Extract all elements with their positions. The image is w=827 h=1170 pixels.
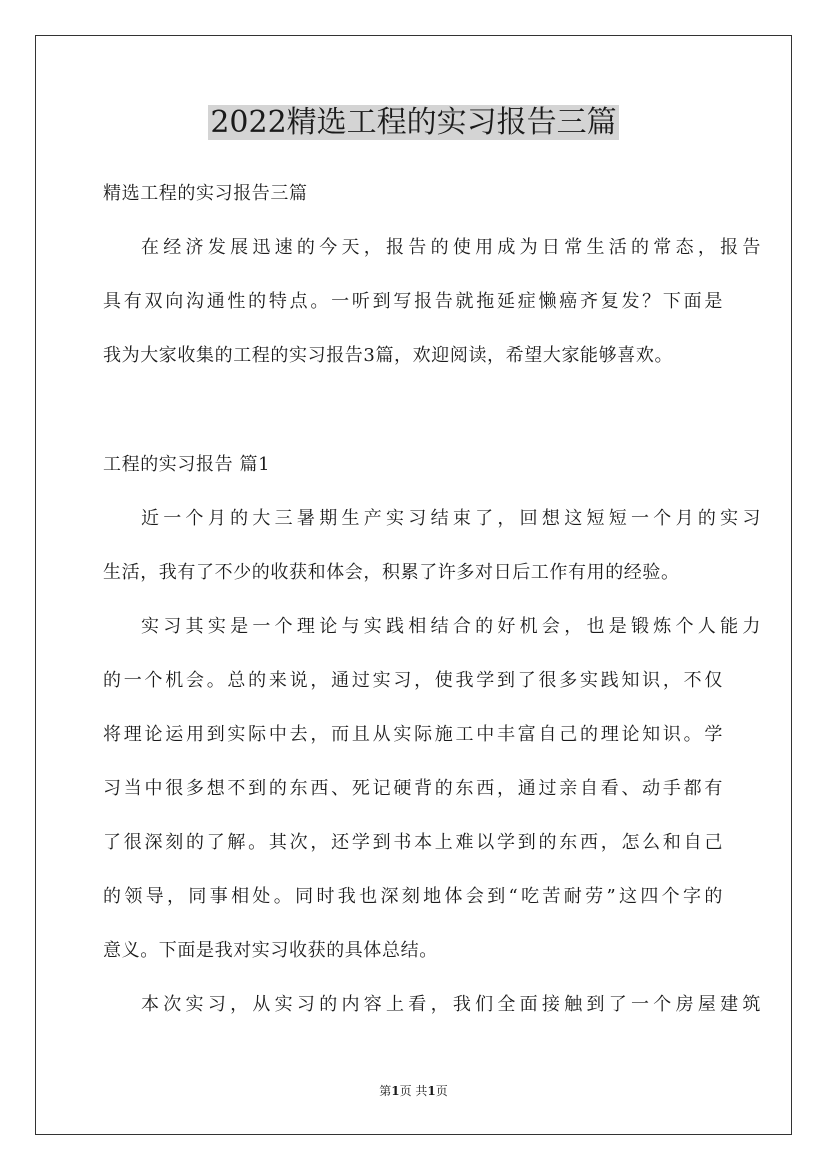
intro-line: 我为大家收集的工程的实习报告3篇，欢迎阅读，希望大家能够喜欢。 (103, 345, 674, 366)
body-line: 近一个月的大三暑期生产实习结束了，回想这短短一个月的实习 (141, 508, 761, 529)
footer-mid: 页 共 (399, 1084, 428, 1098)
document-title-text: 2022精选工程的实习报告三篇 (210, 105, 617, 140)
body-line: 将理论运用到实际中去，而且从实际施工中丰富自己的理论知识。学 (103, 724, 723, 745)
page-footer (0, 1083, 827, 1099)
intro-line: 在经济发展迅速的今天，报告的使用成为日常生活的常态，报告 (141, 237, 761, 258)
body-line: 实习其实是一个理论与实践相结合的好机会，也是锻炼个人能力 (141, 616, 761, 637)
document-subtitle: 精选工程的实习报告三篇 (103, 183, 308, 204)
footer-suffix: 页 (435, 1084, 448, 1098)
document-title (0, 103, 827, 143)
body-line: 习当中很多想不到的东西、死记硬背的东西，通过亲自看、动手都有 (103, 778, 723, 799)
body-line: 了很深刻的了解。其次，还学到书本上难以学到的东西，怎么和自己 (103, 832, 723, 853)
body-line: 的一个机会。总的来说，通过实习，使我学到了很多实践知识，不仅 (103, 670, 723, 691)
intro-line: 具有双向沟通性的特点。一听到写报告就拖延症懒癌齐复发？下面是 (103, 291, 723, 312)
body-line: 本次实习，从实习的内容上看，我们全面接触到了一个房屋建筑 (141, 994, 761, 1015)
footer-page-current: 1 (391, 1084, 400, 1098)
footer-prefix: 第 (379, 1084, 392, 1098)
body-line: 意义。下面是我对实习收获的具体总结。 (103, 940, 438, 961)
section-heading: 工程的实习报告 篇1 (103, 454, 271, 475)
footer-page-total: 1 (427, 1084, 436, 1098)
body-line: 的领导，同事相处。同时我也深刻地体会到“吃苦耐劳”这四个字的 (103, 886, 723, 907)
body-line: 生活，我有了不少的收获和体会，积累了许多对日后工作有用的经验。 (103, 562, 680, 583)
